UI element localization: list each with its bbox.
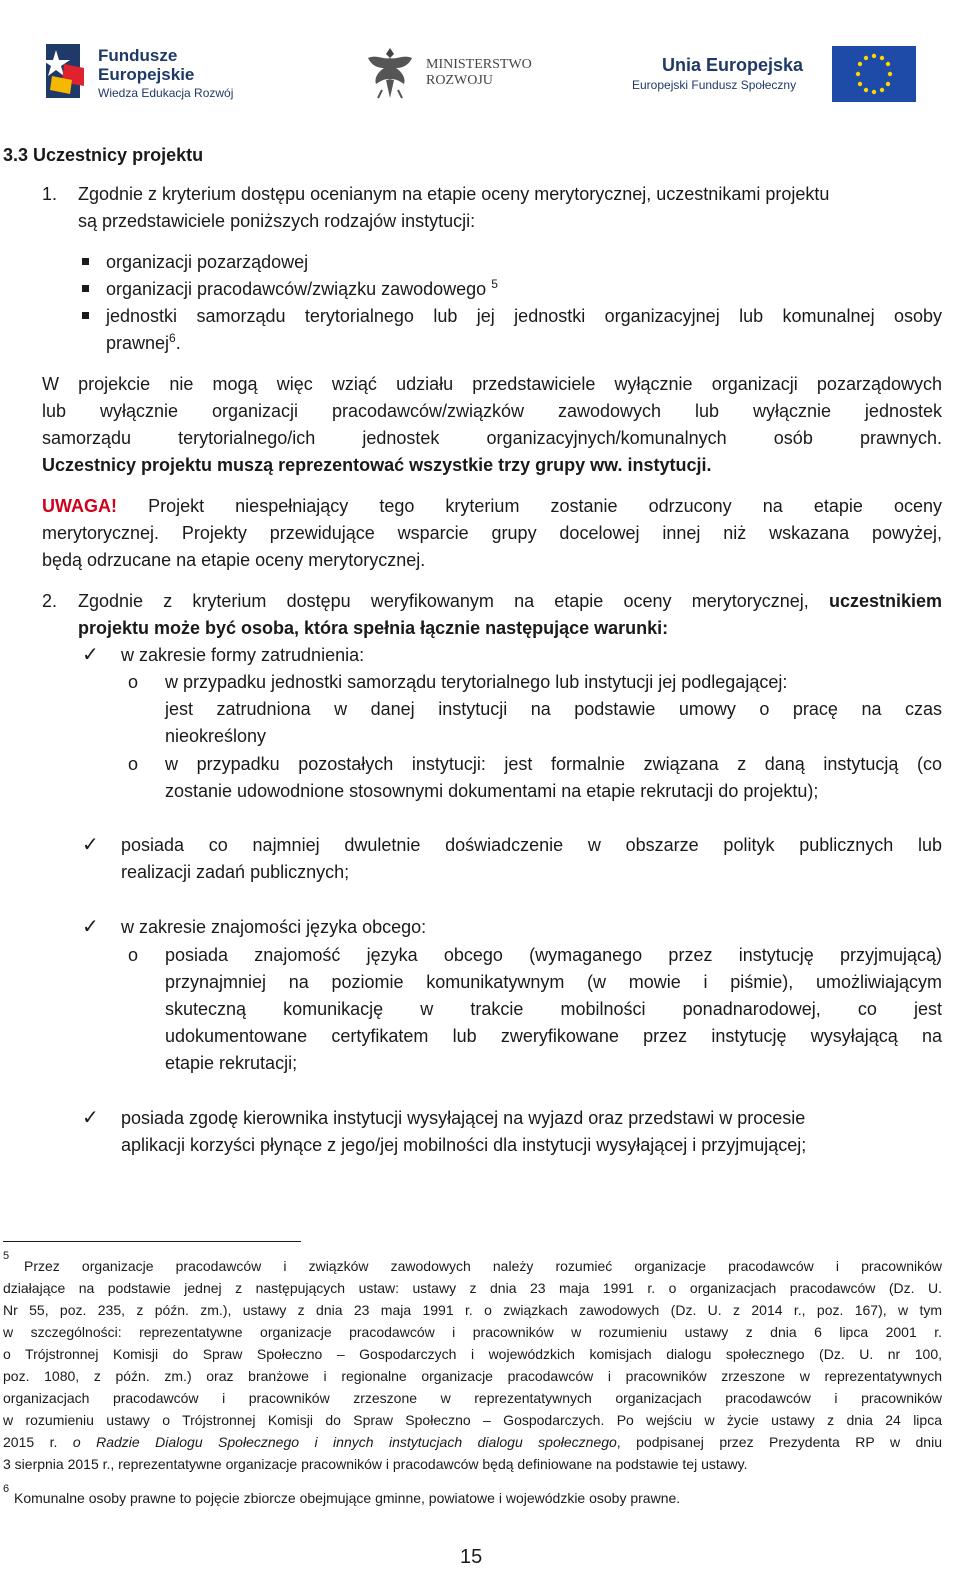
bullet-item-3-line1: jednostki samorządu terytorialnego lub jej jednostki organizacyjnej lub komunalnej osoby — [106, 306, 942, 326]
check2-line2: realizacji zadań publicznych; — [121, 862, 350, 882]
check4-line2: aplikacji korzyści płynące z jego/jej mobilności dla instytucji wysyłającej i przyjmującej; — [121, 1135, 807, 1155]
item-number-1: 1. — [42, 184, 58, 204]
check4-line1: posiada zgodę kierownika instytucji wysyłającej na wyjazd oraz przedstawi w procesie — [121, 1108, 806, 1128]
check1-o1-line3: nieokreślony — [165, 726, 267, 746]
check1-o1-line1: w przypadku jednostki samorządu terytorialnego lub instytucji jej podlegającej: — [165, 672, 788, 692]
check1-text: w zakresie formy zatrudnienia: — [121, 645, 365, 665]
para2-line2: lub wyłącznie organizacji pracodawców/związków zawodowych lub wyłącznie jednostek — [42, 401, 942, 421]
checkmark-icon: ✓ — [82, 834, 99, 856]
circle-bullet-icon: o — [128, 754, 139, 774]
ministry-logo-line1: MINISTERSTWO — [426, 57, 532, 72]
eu-flag-icon — [832, 46, 916, 102]
check2-line1: posiada co najmniej dwuletnie doświadczenie w obszarze polityk publicznych lub — [121, 835, 942, 855]
fe-star-emblem-icon — [42, 36, 84, 106]
footnote-5-line6: poz. 1080, z późn. zm.) oraz branżowe i regionalne organizacje pracodawców i pracowników zrzeszone w reprezentatywnych — [3, 1368, 942, 1384]
footnote-ref-6: 6 — [169, 331, 176, 345]
square-bullet-icon — [82, 312, 89, 319]
bullet-item-1: organizacji pozarządowej — [106, 252, 309, 272]
page-number: 15 — [460, 1546, 483, 1568]
uwaga-line1: UWAGA! Projekt niespełniający tego kryterium zostanie odrzucony na etapie oceny — [42, 496, 942, 516]
check3-o1-line2: przynajmniej na poziomie komunikatywnym (w mowie i piśmie), umożliwiającym — [165, 972, 942, 992]
bullet-item-2: organizacji pracodawców/związku zawodowego $^5$ — [106, 277, 498, 299]
ministry-logo-line2: ROZWOJU — [426, 73, 493, 88]
eu-logo-line2: Europejski Fundusz Społeczny — [632, 78, 797, 92]
checkmark-icon: ✓ — [82, 916, 99, 938]
item-number-2: 2. — [42, 591, 58, 611]
check3-o1-line5: etapie rekrutacji; — [165, 1053, 298, 1073]
footnote-6-text: Komunalne osoby prawne to pojęcie zbiorcze obejmujące gminne, powiatowe i wojewódzkie osoby prawne. — [14, 1490, 681, 1506]
para2-line3: samorządu terytorialnego/ich jednostek organizacyjnych/komunalnych osób prawnych. — [42, 428, 942, 448]
fe-logo-line3: Wiedza Edukacja Rozwój — [98, 86, 234, 100]
uwaga-line3: będą odrzucane na etapie oceny merytorycznej. — [42, 550, 426, 570]
check3-o1-line4: udokumentowane certyfikatem lub zweryfikowane przez instytucję wysyłającą na — [165, 1026, 942, 1046]
p2-line2: projektu może być osoba, która spełnia łącznie następujące warunki: — [78, 618, 669, 638]
uwaga-label: UWAGA! — [42, 496, 117, 516]
check3-o1-line1: posiada znajomość języka obcego (wymaganego przez instytucję przyjmującą) — [165, 945, 942, 965]
footnote-5-line9: 2015 r. o Radzie Dialogu Społecznego i innych instytucjach dialogu społecznego, podpisanej przez Prezydenta RP w dniu — [3, 1434, 942, 1450]
footnote-ref-5: 5 — [491, 277, 498, 291]
check1-o1-line2: jest zatrudniona w danej instytucji na podstawie umowy o pracę na czas — [165, 699, 942, 719]
polish-eagle-emblem-icon — [364, 44, 416, 102]
p2-line1: Zgodnie z kryterium dostępu weryfikowanym na etapie oceny merytorycznej, uczestnikiem — [78, 591, 942, 611]
circle-bullet-icon: o — [128, 945, 139, 965]
footnote-5-line8: w rozumieniu ustawy o Trójstronnej Komisji do Spraw Społeczno – Gospodarczych. Po wejściu w życie ustawy z dnia 24 lipca — [3, 1412, 942, 1428]
check3-text: w zakresie znajomości języka obcego: — [121, 917, 427, 937]
checkmark-icon: ✓ — [82, 644, 99, 666]
square-bullet-icon — [82, 258, 89, 265]
footnote-5-line7: organizacjach pracodawców i pracowników zrzeszone w reprezentatywnych organizacjach pracodawców i pracowników — [3, 1390, 942, 1406]
footnote-separator — [3, 1241, 301, 1242]
square-bullet-icon — [82, 285, 89, 292]
para2-bold: Uczestnicy projektu muszą reprezentować wszystkie trzy grupy ww. instytucji. — [42, 455, 712, 475]
footnote-5-line3: Nr 55, poz. 235, z późn. zm.), ustawy z dnia 23 maja 1991 r. o związkach zawodowych (Dz. U. z 2014 r., poz. 167), w tym — [3, 1302, 942, 1318]
para2-line1: W projekcie nie mogą więc wziąć udziału przedstawiciele wyłącznie organizacji pozarządowych — [42, 374, 942, 394]
p1-line2: są przedstawiciele poniższych rodzajów instytucji: — [78, 211, 476, 231]
eu-logo-line1: Unia Europejska — [662, 55, 804, 75]
fe-logo-line1: Fundusze — [98, 46, 178, 65]
check1-o2-line2: zostanie udowodnione stosownymi dokumentami na etapie rekrutacji do projektu); — [165, 781, 819, 801]
footnote-5-line2: działające na podstawie jednej z następujących ustaw: ustawy z dnia 23 maja 1991 r. o organizacjach pracodawców (Dz. U. — [3, 1280, 942, 1296]
p1-line1: Zgodnie z kryterium dostępu ocenianym na etapie oceny merytorycznej, uczestnikami projektu — [78, 184, 830, 204]
section-heading: 3.3 Uczestnicy projektu — [3, 145, 204, 165]
footnote-5-line5: o Trójstronnej Komisji do Spraw Społeczno – Gospodarczych i wojewódzkich komisjach dialogu społecznego (Dz. U. nr 100, — [3, 1346, 942, 1362]
uwaga-line2: merytorycznej. Projekty przewidujące wsparcie grupy docelowej innej niż wskazana powyżej, — [42, 523, 942, 543]
bullet-item-3-line2: prawnej$^6$. — [106, 331, 181, 353]
footnote-5-line10: 3 sierpnia 2015 r., reprezentatywne organizacje pracowników i pracodawców będą definiowane na podstawie tej ustawy. — [3, 1456, 748, 1472]
checkmark-icon: ✓ — [82, 1107, 99, 1129]
check3-o1-line3: skuteczną komunikację w trakcie mobilności ponadnarodowej, co jest — [165, 999, 942, 1019]
footnote-5-number: 5 — [3, 1250, 10, 1262]
fe-logo-line2: Europejskie — [98, 65, 195, 84]
check1-o2-line1: w przypadku pozostałych instytucji: jest formalnie związana z daną instytucją (co — [165, 754, 942, 774]
footnote-5-line4: w szczególności: reprezentatywne organizacje pracodawców i pracowników w rozumieniu ustawy z dnia 6 lipca 2001 r. — [3, 1324, 942, 1340]
circle-bullet-icon: o — [128, 672, 139, 692]
footnote-6-number: 6 — [3, 1483, 10, 1495]
footnote-5-line1: Przez organizacje pracodawców i związków zawodowych należy rozumieć organizacje pracodawców i pracowników — [24, 1258, 942, 1274]
